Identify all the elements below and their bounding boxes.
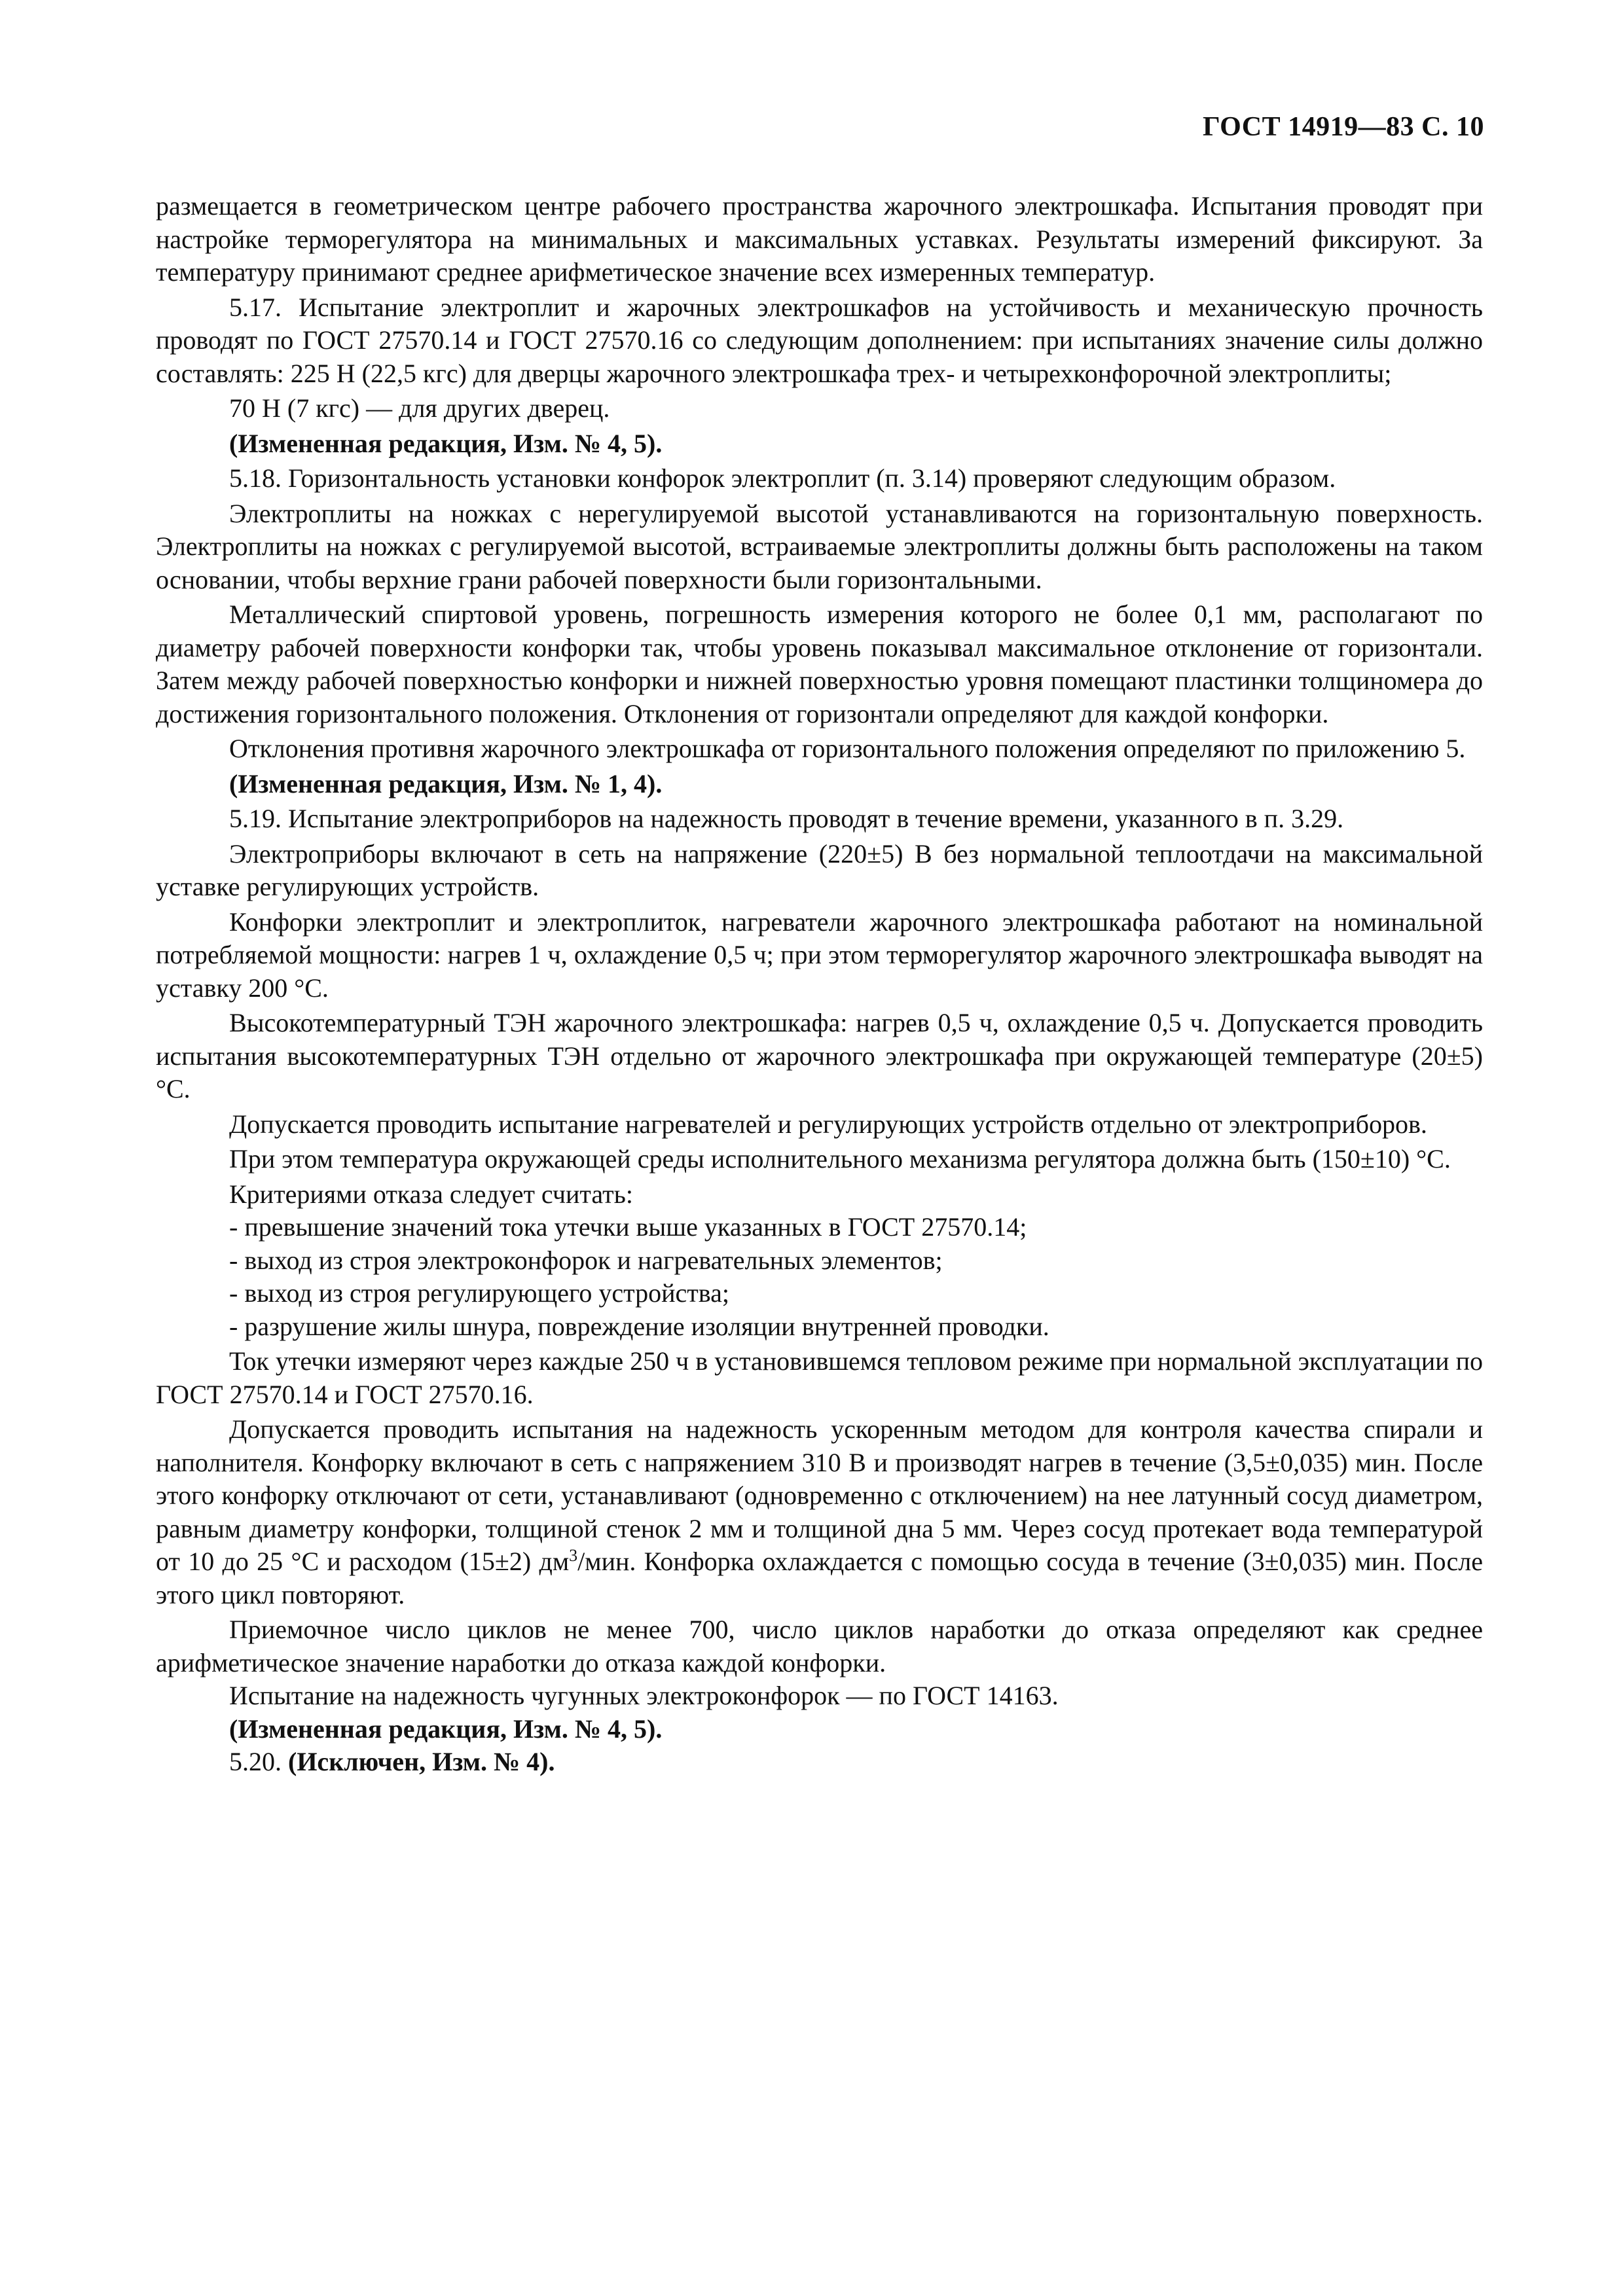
paragraph: 70 Н (7 кгс) — для других дверец.	[229, 393, 610, 423]
paragraph: Ток утечки измеряют через каждые 250 ч в установившемся тепловом режиме при нормальной эксплуатации по ГОСТ 27570.14 и ГОСТ 27570.16.	[156, 1346, 1483, 1409]
paragraph: При этом температура окружающей среды исполнительного механизма регулятора должна быть (150±10) °С.	[229, 1144, 1451, 1174]
clause-5-17: 5.17. Испытание электроплит и жарочных электрошкафов на устойчивость и механическую прочность проводят по ГОСТ 27570.14 и ГОСТ 27570.16 со следующим дополнением: при испытаниях значение силы должно составлять: 225 Н (22,5 кгс) для дверцы жарочного электрошкафа трех- и четырехконфорочной электроплиты;	[156, 292, 1483, 388]
text-run: /мин. Конфорка охлаждается с помощью сосуда в течение (3±0,035) мин. После этого цикл повторяют.	[156, 1547, 1483, 1609]
paragraph: Высокотемпературный ТЭН жарочного электрошкафа: нагрев 0,5 ч, охлаждение 0,5 ч. Допускается проводить испытания высокотемпературных ТЭН отдельно от жарочного электрошкафа при окружающей температуре (20±5) °С.	[156, 1008, 1483, 1103]
paragraph: Металлический спиртовой уровень, погрешность измерения которого не более 0,1 мм, располагают по диаметру рабочей поверхности конфорки так, чтобы уровень показывал максимальное отклонение от горизонтали. Затем между рабочей поверхностью конфорки и нижней поверхностью уровня помещают пластинки толщиномера до достижения горизонтального положения. Отклонения от горизонтали определяют для каждой конфорки.	[156, 600, 1483, 728]
list-item: - разрушение жилы шнура, повреждение изоляции внутренней проводки.	[229, 1311, 1049, 1341]
paragraph: Электроплиты на ножках с нерегулируемой высотой устанавливаются на горизонтальную поверхность. Электроплиты на ножках с регулируемой высотой, встраиваемые электроплиты должны быть расположены на таком основании, чтобы верхние грани рабочей поверхности были горизонтальными.	[156, 498, 1483, 594]
amendment-note: (Измененная редакция, Изм. № 4, 5).	[229, 428, 663, 458]
paragraph: Электроприборы включают в сеть на напряжение (220±5) В без нормальной теплоотдачи на максимальной уставке регулирующих устройств.	[156, 838, 1483, 901]
clause-5-20	[156, 1746, 1483, 1779]
paragraph	[156, 1413, 1483, 1611]
document-body	[156, 190, 1483, 1779]
paragraph: Допускается проводить испытание нагревателей и регулирующих устройств отдельно от электроприборов.	[229, 1109, 1427, 1139]
paragraph: Конфорки электроплит и электроплиток, нагреватели жарочного электрошкафа работают на номинальной потребляемой мощности: нагрев 1 ч, охлаждение 0,5 ч; при этом терморегулятор жарочного электрошкафа выводят на уставку 200 °С.	[156, 906, 1483, 1003]
clause-5-18: 5.18. Горизонтальность установки конфорок электроплит (п. 3.14) проверяют следующим образом.	[229, 463, 1336, 493]
amendment-note: (Исключен, Изм. № 4).	[288, 1747, 555, 1776]
list-item: - превышение значений тока утечки выше указанных в ГОСТ 27570.14;	[229, 1212, 1027, 1242]
paragraph: размещается в геометрическом центре рабочего пространства жарочного электрошкафа. Испытания проводят при настройке терморегулятора на минимальных и максимальных уставках. Результаты измерений фиксируют. За температуру принимают среднее арифметическое значение всех измеренных температур.	[156, 191, 1483, 287]
amendment-note: (Измененная редакция, Изм. № 1, 4).	[229, 768, 663, 798]
list-item: - выход из строя регулирующего устройства;	[229, 1278, 730, 1308]
running-header: ГОСТ 14919—83 С. 10	[1202, 112, 1484, 142]
paragraph: Приемочное число циклов не менее 700, число циклов наработки до отказа определяют как среднее арифметическое значение наработки до отказа каждой конфорки.	[156, 1615, 1483, 1677]
paragraph: Отклонения противня жарочного электрошкафа от горизонтального положения определяют по приложению 5.	[229, 734, 1466, 763]
superscript: 3	[569, 1546, 578, 1565]
clause-number: 5.20.	[229, 1747, 282, 1776]
list-item: - выход из строя электроконфорок и нагревательных элементов;	[229, 1245, 943, 1275]
paragraph: Критериями отказа следует считать:	[229, 1179, 633, 1209]
paragraph: Испытание на надежность чугунных электроконфорок — по ГОСТ 14163.	[229, 1681, 1059, 1710]
amendment-note: (Измененная редакция, Изм. № 4, 5).	[229, 1713, 663, 1744]
text-run: Допускается проводить испытания на надежность ускоренным методом для контроля качества спирали и наполнителя. Конфорку включают в сеть с напряжением 310 В и производят нагрев в течение (3,5±0,035) мин. После этого конфорку отключают от сети, устанавливают (одновременно с отключением) на нее латунный сосуд диаметром, равным диаметру конфорки, толщиной стенок 2 мм и толщиной дна 5 мм. Через сосуд протекает вода температурой от 10 до 25 °С и расходом (15±2) дм	[156, 1414, 1483, 1576]
clause-5-19: 5.19. Испытание электроприборов на надежность проводят в течение времени, указанного в п. 3.29.	[229, 804, 1344, 833]
